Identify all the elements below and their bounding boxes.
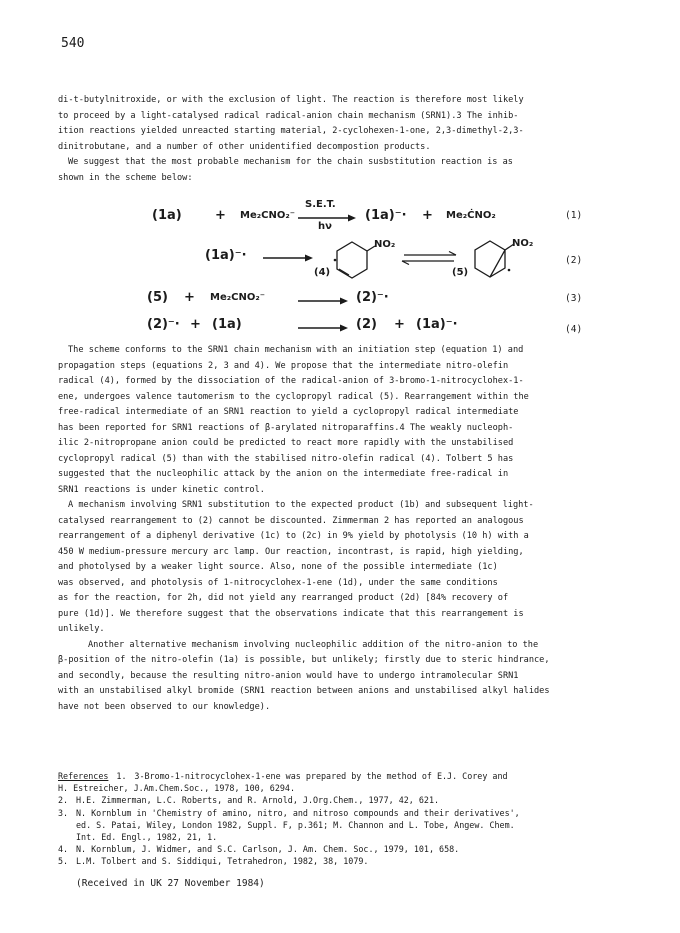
reference-number: 4. [58,844,69,855]
text-line: as for the reaction, for 2h, did not yield any rearranged product (2d) [84% recovery of [58,593,509,603]
reagent-label: Me₂CNO₂⁻ [210,292,265,303]
text-line: ene, undergoes valence tautomerism to the cyclopropyl radical (5). Rearrangement within the [58,391,529,402]
nitro-group-label: NO₂ [512,238,534,249]
text-line: have not been observed to our knowledge). [58,701,271,712]
reaction-arrow [298,324,348,332]
reference-text: H.E. Zimmerman, L.C. Roberts, and R. Arnold, J.Org.Chem., 1977, 42, 621. [76,795,440,806]
text-line: ilic 2-nitropropane anion could be predicted to react more rapidly with the unstabilised [58,438,514,448]
compound-label: (1a)⁻· [205,248,247,263]
plus-sign: + [394,317,405,332]
reference-continuation: Int. Ed. Engl., 1982, 21, 1. [76,832,218,843]
text-line: propagation steps (equations 2, 3 and 4). We propose that the intermediate nitro-olefin [58,360,509,371]
text-line: shown in the scheme below: [58,172,193,183]
text-line: with an unstabilised alkyl bromide (SRN1 reaction between anions and unstabilised alkyl halides [58,686,550,696]
text-line: free-radical intermediate of an SRN1 reaction to yield a cyclopropyl radical intermediate [58,407,519,417]
arrow-label-top: S.E.T. [305,199,336,210]
plus-sign: + [184,290,195,305]
arrow-label-bottom: hν [318,221,332,232]
compound-label: (1a)⁻· [416,317,458,332]
text-line: suggested that the nucleophilic attack by the anion on the intermediate free-radical in [58,469,509,479]
reference-item [58,855,643,867]
text-line: SRN1 reactions is under kinetic control. [58,484,265,495]
reference-text: 3-Bromo-1-nitrocyclohex-1-ene was prepared by the method of E.J. Corey and [134,771,508,781]
plus-sign: + [215,208,226,223]
equation-number: (4) [565,324,583,335]
reference-continuation: ed. S. Patai, Wiley, London 1982, Suppl. F, p.361; M. Channon and L. Tobe, Angew. Chem. [76,819,515,830]
compound-label: (1a)⁻· [365,208,407,223]
equation-number: (1) [565,210,583,221]
text-line: rearrangement of a diphenyl derivative (1c) to (2c) in 9% yield by photolysis (10 h) with a [58,531,529,541]
plus-sign: + [422,208,433,223]
equilibrium-arrows [400,251,458,265]
reference-number: 3. [58,807,69,818]
reference-item [58,807,643,819]
equation-number: (2) [565,255,583,266]
references-section [58,770,643,868]
page-number: 540 [61,36,85,51]
text-line: β-position of the nitro-olefin (1a) is possible, but unlikely; firstly due to steric hindrance, [58,655,550,665]
equation-number: (3) [565,293,583,304]
compound-label: (1a) [152,208,182,223]
paragraph-2 [58,343,638,715]
reaction-arrow [263,254,313,262]
compound-label: (2) [356,317,377,332]
reference-continuation: H. Estreicher, J.Am.Chem.Soc., 1978, 100, 6294. [58,783,295,794]
compound-label: (5) [147,290,168,305]
nitro-group-label: NO₂ [374,239,396,250]
text-line: A mechanism involving SRN1 substitution to the expected product (1b) and subsequent light- [68,500,534,510]
received-date: (Received in UK 27 November 1984) [76,878,265,889]
reference-text: N. Kornblum, J. Widmer, and S.C. Carlson, J. Am. Chem. Soc., 1979, 101, 658. [76,844,460,855]
text-line: unlikely. [58,624,105,634]
text-line: has been reported for SRN1 reactions of β-arylated nitroparaffins.4 The weakly nucleoph- [58,422,514,433]
plus-sign: + [190,317,201,332]
text-line: and photolysed by a weaker light source. Also, none of the possible intermediate (1c) [58,562,498,572]
reference-item [58,770,643,782]
reference-number: 1. [116,771,127,781]
text-line: and secondly, because the resulting nitro-anion would have to undergo intramolecular SRN1 [58,670,519,681]
text-line: 450 W medium-pressure mercury arc lamp. Our reaction, incontrast, is rapid, high yielding, [58,546,524,557]
compound-label: (2)⁻· [356,290,389,305]
structure-label: (5) [452,267,469,278]
reference-item [58,843,643,855]
reaction-arrow [298,297,348,305]
paragraph-1 [58,93,630,186]
reference-number: 2. [58,795,69,806]
text-line: cyclopropyl radical (5) than with the stabilised nitro-olefin radical (4). Tolbert 5 has [58,453,514,464]
references-heading: References [58,771,109,781]
text-line: di-t-butylnitroxide, or with the exclusion of light. The reaction is therefore most likely [58,95,524,105]
text-line: We suggest that the most probable mechanism for the chain susbstitution reaction is as [68,157,513,167]
text-line: ition reactions yielded unreacted starting material, 2-cyclohexen-1-one, 2,3-dimethyl-2,3- [58,126,524,136]
text-line: catalysed rearrangement to (2) cannot be discounted. Zimmerman 2 has reported an analogous [58,515,524,526]
reaction-scheme [0,196,680,346]
text-line: was observed, and photolysis of 1-nitrocyclohex-1-ene (1d), under the same conditions [58,577,498,588]
compound-label: (2)⁻· [147,317,180,332]
reference-item [58,794,643,806]
reagent-label: Me₂ĊNO₂ [446,210,496,221]
nitro-cyclohexenyl-radical-structure [325,234,379,288]
reference-number: 5. [58,856,69,867]
compound-label: (1a) [212,317,242,332]
structure-label: (4) [314,267,331,278]
text-line: dinitrobutane, and a number of other unidentified decompostion products. [58,141,431,152]
reference-text: N. Kornblum in 'Chemistry of amino, nitro, and nitroso compounds and their derivatives', [76,807,520,818]
text-line: Another alternative mechanism involving nucleophilic addition of the nitro-anion to the [88,639,539,650]
reference-text: L.M. Tolbert and S. Siddiqui, Tetrahedron, 1982, 38, 1079. [76,856,369,867]
reagent-label: Me₂CNO₂⁻ [240,210,295,221]
text-line: radical (4), formed by the dissociation of the radical-anion of 3-bromo-1-nitrocyclohex-1- [58,376,524,386]
text-line: The scheme conforms to the SRN1 chain mechanism with an initiation step (equation 1) and [68,345,524,355]
text-line: to proceed by a light-catalysed radical radical-anion chain mechanism (SRN1).3 The inhib- [58,110,519,121]
text-line: pure (1d)]. We therefore suggest that the observations indicate that this rearrangement is [58,608,524,619]
